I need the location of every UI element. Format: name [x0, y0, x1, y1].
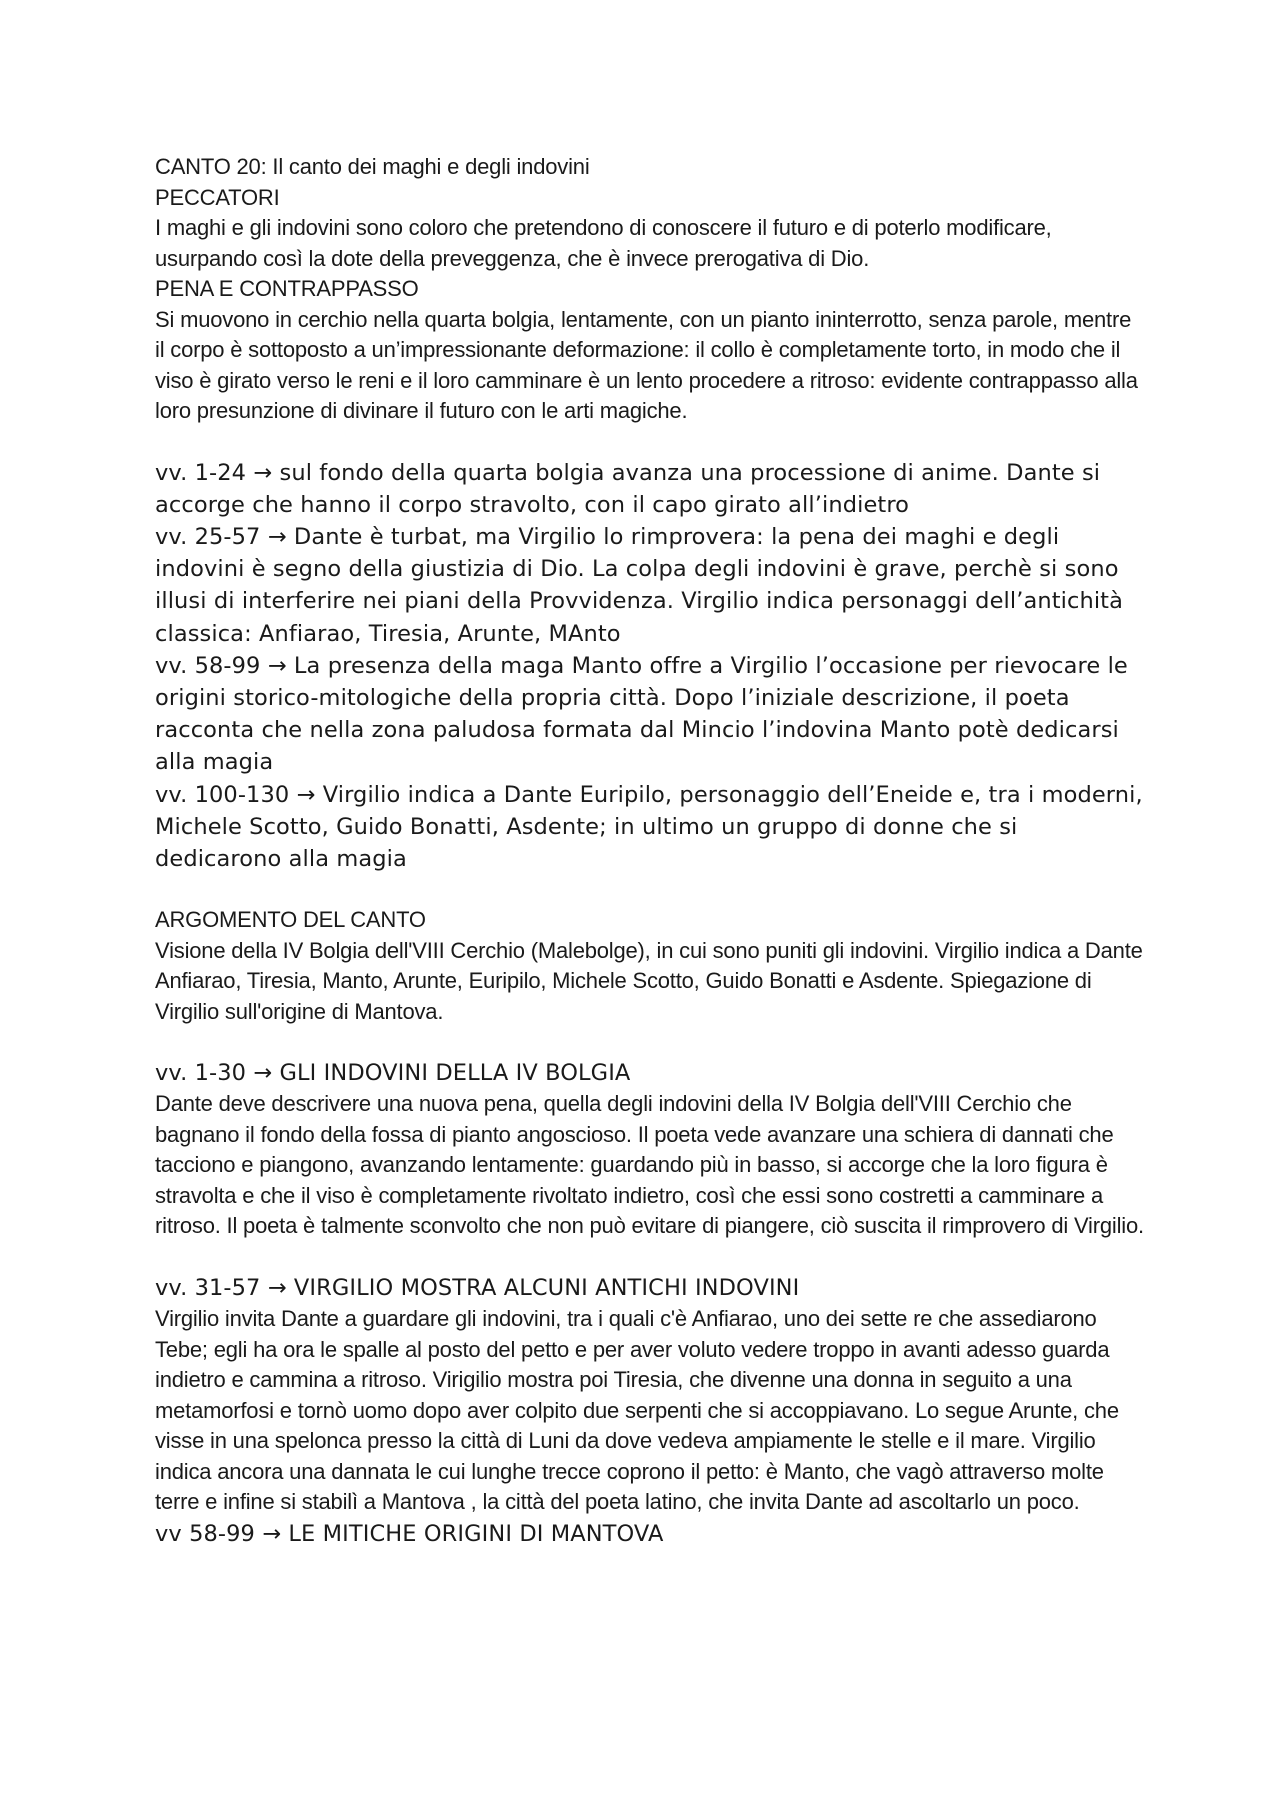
- section-text: Dante deve descrivere una nuova pena, quella degli indovini della IV Bolgia dell'VIII Cerchio che bagnano il fondo della fossa di pianto angoscioso. Il poeta vede avanzare una schiera di dannati che tacciono e piangono, avanzando lentamente: guardando più in basso, si accorge che la loro figura è stravolta e che il viso è completamente rivoltato indietro, così che essi sono costretti a camminare a ritroso. Il poeta è talmente sconvolto che non può evitare di piangere, ciò suscita il rimprovero di Virgilio.: [155, 1091, 1144, 1239]
- argomento-text: Visione della IV Bolgia dell'VIII Cerchio (Malebolge), in cui sono puniti gli indovini. Virgilio indica a Dante Anfiarao, Tiresia, Manto, Arunte, Euripilo, Michele Scotto, Guido Bonatti e Asdente. Spiegazione di Virgilio sull'origine di Mantova.: [155, 937, 1143, 1024]
- pena-text: Si muovono in cerchio nella quarta bolgia, lentamente, con un pianto ininterrotto, senza parole, mentre il corpo è sottoposto a un’impressionante deformazione: il collo è completamente torto, in modo che il viso è girato verso le reni e il loro camminare è un lento procedere a ritroso: evidente contrappasso alla loro presunzione di divinare il futuro con le arti magiche.: [155, 306, 1138, 423]
- section-heading: vv 58-99 → LE MITICHE ORIGINI DI MANTOVA: [155, 1520, 664, 1547]
- section-text: Virgilio invita Dante a guardare gli indovini, tra i quali c'è Anfiarao, uno dei sette re che assediarono Tebe; egli ha ora le spalle al posto del petto e per aver voluto vedere troppo in avanti adesso guarda indietro e cammina a ritroso. Virigilio mostra poi Tiresia, che divenne una donna in seguito a una metamorfosi e tornò uomo dopo aver colpito due serpenti che si accoppiavano. Lo segue Arunte, che visse in una spelonca presso la città di Luni da dove vedeva ampiamente le stelle e il mare. Virgilio indica ancora una dannata le cui lunghe trecce coprono il petto: è Manto, che vagò attraverso molte terre e infine si stabilì a Mantova , la città del poeta latino, che invita Dante ad ascoltarlo un poco.: [155, 1306, 1119, 1515]
- summary-item: vv. 1-24 → sul fondo della quarta bolgia avanza una processione di anime. Dante si accorge che hanno il corpo stravolto, con il capo girato all’indietro: [155, 459, 1101, 518]
- peccatori-text: I maghi e gli indovini sono coloro che pretendono di conoscere il futuro e di poterlo modificare, usurpando così la dote della preveggenza, che è invece prerogativa di Dio.: [155, 215, 1052, 271]
- section-heading: vv. 31-57 → VIRGILIO MOSTRA ALCUNI ANTICHI INDOVINI: [155, 1274, 800, 1301]
- pena-heading: PENA E CONTRAPPASSO: [155, 276, 419, 301]
- canto-title: CANTO 20: Il canto dei maghi e degli indovini: [155, 154, 590, 179]
- peccatori-heading: PECCATORI: [155, 184, 280, 210]
- summary-item: vv. 100-130 → Virgilio indica a Dante Euripilo, personaggio dell’Eneide e, tra i moderni, Michele Scotto, Guido Bonatti, Asdente; in ultimo un gruppo di donne che si dedicarono alla magia: [155, 781, 1143, 872]
- summary-item: vv. 58-99 → La presenza della maga Manto offre a Virgilio l’occasione per rievocare le origini storico-mitologiche della propria città. Dopo l’iniziale descrizione, il poeta racconta che nella zona paludosa formata dal Mincio l’indovina Manto potè dedicarsi alla magia: [155, 652, 1128, 776]
- document-page: [155, 152, 1145, 1550]
- argomento-heading: ARGOMENTO DEL CANTO: [155, 907, 426, 933]
- section-heading: vv. 1-30 → GLI INDOVINI DELLA IV BOLGIA: [155, 1060, 631, 1087]
- summary-item: vv. 25-57 → Dante è turbat, ma Virgilio lo rimprovera: la pena dei maghi e degli indovini è segno della giustizia di Dio. La colpa degli indovini è grave, perchè si sono illusi di interferire nei piani della Provvidenza. Virgilio indica personaggi dell’antichità classica: Anfiarao, Tiresia, Arunte, MAnto: [155, 523, 1123, 647]
